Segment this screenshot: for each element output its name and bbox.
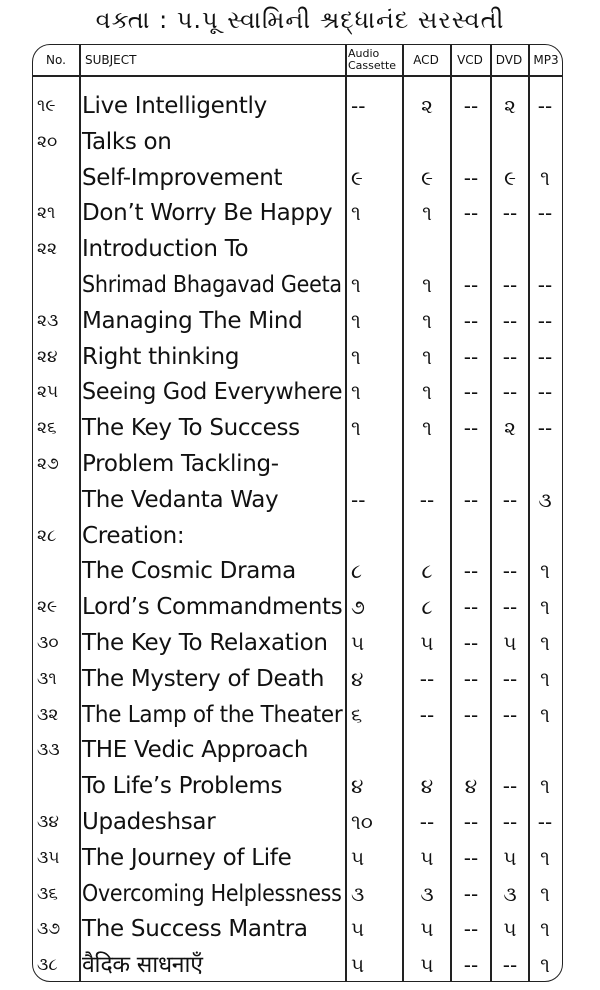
row-audio-cassette: ૧ [351,344,361,369]
row-dvd: -- [502,308,518,333]
row-acd: ૧ [422,308,432,333]
row-acd: -- [419,666,435,691]
table-row [33,627,562,659]
row-dvd: ૫ [503,917,517,942]
row-vcd: -- [463,845,479,870]
row-mp3 [530,734,560,766]
row-audio-cassette: ૧ [351,380,361,405]
row-dvd: -- [502,595,518,620]
row-acd [404,520,450,552]
row-acd: ૧ [422,344,432,369]
row-subject: Live Intelligently [82,93,267,119]
row-subject: वैदिक साधनाएँ [82,952,203,979]
row-audio-cassette: ૫ [351,917,365,942]
row-vcd: -- [463,666,479,691]
row-mp3: -- [537,94,553,118]
row-number [37,770,79,802]
header-subject: SUBJECT [85,53,137,67]
row-acd: ૫ [420,917,434,942]
row-subject: Overcoming Helplessness [82,880,342,907]
row-acd [404,734,450,766]
row-acd: ૫ [420,953,434,978]
table-row [33,269,562,301]
row-acd: ૨ [421,94,433,118]
row-subject: Problem Tackling- [82,451,279,477]
row-acd [404,448,450,480]
row-number: ૩૭ [37,919,61,940]
row-number: ૩૨ [37,704,59,725]
row-audio-cassette: ૩ [351,881,365,906]
header-audio-line2: Cassette [348,59,397,72]
row-number: ૩૬ [37,883,58,904]
row-audio-cassette: ૧ [351,416,361,441]
row-dvd: -- [502,380,518,405]
row-dvd: ૫ [503,845,517,870]
row-number: ૧૯ [37,96,56,116]
header-dvd: DVD [495,53,523,67]
table-row [33,555,562,587]
row-audio-cassette: ૫ [351,631,365,655]
row-acd: ૮ [421,595,433,620]
row-acd: -- [419,487,435,512]
catalog-table [32,44,563,982]
row-acd [404,233,450,265]
header-vcd: VCD [457,53,483,67]
row-subject: Managing The Mind [82,307,303,334]
row-number: ૨૪ [37,346,58,367]
row-acd: ૫ [420,631,434,655]
row-acd: ૧ [422,201,432,226]
row-acd: ૪ [420,774,434,799]
row-subject: The Vedanta Way [82,486,279,513]
row-audio-cassette: ૭ [351,595,365,620]
row-audio-cassette [345,734,401,766]
row-mp3: ૧ [540,631,550,655]
row-audio-cassette [345,448,401,480]
row-mp3 [530,520,560,552]
row-dvd: ૯ [504,165,516,190]
row-acd: -- [419,810,435,834]
table-row [33,305,562,337]
row-audio-cassette: ૧ [351,201,361,226]
row-subject: Upadeshsar [82,809,216,835]
row-vcd: ૪ [464,774,478,799]
row-audio-cassette: ૬ [351,702,363,727]
row-vcd: -- [463,201,479,226]
row-subject: Introduction To [82,236,249,263]
row-subject: Self-Improvement [82,164,283,191]
row-vcd [452,126,490,158]
header-mp3: MP3 [533,53,559,67]
table-row [33,376,562,408]
row-mp3: ૧ [540,953,550,978]
row-acd: -- [419,702,435,727]
row-audio-cassette: ૪ [351,774,364,799]
row-vcd: -- [463,273,479,297]
row-subject: Shrimad Bhagavad Geeta [82,272,342,298]
row-vcd: -- [463,595,479,620]
row-acd: ૧ [422,380,432,405]
row-mp3: ૧ [540,666,550,691]
row-subject: Don’t Worry Be Happy [82,200,333,227]
header-audio-line1: Audio [348,47,380,60]
row-acd: ૯ [421,165,433,190]
row-dvd: ૨ [504,94,516,118]
row-vcd: -- [463,917,479,942]
row-number [37,162,79,194]
row-mp3: -- [537,201,553,226]
row-subject: The Lamp of the Theater [82,701,343,728]
row-dvd [492,126,528,158]
table-row [33,663,562,695]
table-row [33,448,562,480]
row-mp3: ૧ [540,595,550,620]
table-row [33,412,562,444]
row-vcd: -- [463,810,479,834]
row-dvd: -- [502,487,518,512]
row-number: ૨૭ [37,454,59,474]
row-subject: Right thinking [82,343,240,370]
row-audio-cassette [345,233,401,265]
row-audio-cassette: ૧૦ [351,810,373,834]
row-vcd: -- [463,380,479,405]
row-mp3: ૧ [540,774,550,799]
row-mp3: -- [537,810,553,834]
row-subject: The Key To Relaxation [82,630,328,656]
row-audio-cassette: ૯ [351,165,363,190]
row-mp3 [530,126,560,158]
row-subject: Seeing God Everywhere [82,379,343,406]
table-row [33,842,562,874]
row-dvd: -- [502,559,518,584]
row-audio-cassette [345,126,401,158]
row-vcd: -- [463,953,479,978]
page-title: વક્તા : પ.પૂ સ્વામિની શ્રદ્ધાનંદ સરસ્વતી [95,6,505,34]
row-subject: Lord’s Commandments [82,594,343,621]
row-vcd [452,734,490,766]
row-subject: The Cosmic Drama [82,558,296,585]
row-mp3: ૧ [540,559,550,584]
row-subject: The Success Mantra [82,916,308,943]
row-subject: THE Vedic Approach [82,737,309,764]
row-audio-cassette: ૧ [351,273,361,297]
header-audio-cassette [348,45,402,75]
row-mp3: ૧ [540,917,550,942]
row-vcd: -- [463,702,479,727]
row-audio-cassette: ૪ [351,666,364,691]
row-vcd: -- [463,165,479,190]
row-dvd: -- [502,810,518,834]
row-vcd: -- [463,881,479,906]
table-row [33,126,562,158]
table-row [33,197,562,229]
header-no: No. [46,53,66,67]
row-subject: Talks on [82,128,172,155]
row-acd [404,126,450,158]
table-row [33,734,562,766]
table-row [33,520,562,552]
row-dvd: -- [502,666,518,691]
row-number: ૩૮ [37,955,58,976]
row-vcd: -- [463,487,479,512]
row-subject: The Mystery of Death [82,665,325,692]
row-subject: The Journey of Life [82,844,292,871]
row-dvd [492,448,528,480]
row-mp3: ૧ [540,881,550,906]
row-mp3: -- [537,344,553,369]
table-row [33,806,562,838]
row-audio-cassette [345,520,401,552]
row-number: ૩૩ [37,740,60,761]
row-number [37,555,79,587]
table-row [33,913,562,945]
table-row [33,591,562,623]
table-row [33,484,562,516]
row-vcd: -- [463,308,479,333]
row-number: ૨૨ [37,239,57,260]
row-dvd: -- [502,702,518,727]
row-dvd: -- [502,344,518,369]
row-subject: Creation: [82,522,185,549]
row-dvd: ૩ [503,881,517,906]
table-row [33,949,562,981]
row-number: ૨૯ [37,597,58,618]
row-number: ૩૧ [37,668,57,689]
table-row [33,341,562,373]
row-dvd: ૫ [503,631,517,655]
row-audio-cassette: -- [351,487,366,512]
row-number [37,484,79,516]
row-acd: ૫ [420,845,434,870]
row-number: ૨૧ [37,203,56,224]
row-number: ૨૩ [37,310,59,331]
row-mp3: -- [537,273,553,297]
row-vcd: -- [463,94,479,118]
table-row [33,233,562,265]
table-row [33,90,562,122]
row-mp3: -- [537,416,553,441]
row-vcd: -- [463,559,479,584]
row-mp3 [530,448,560,480]
row-acd: ૮ [421,559,433,584]
row-number: ૨૫ [37,382,59,403]
table-row [33,878,562,910]
row-subject: To Life’s Problems [82,773,283,800]
row-dvd [492,734,528,766]
row-dvd [492,233,528,265]
row-mp3 [530,233,560,265]
row-mp3: ૩ [538,487,552,512]
row-audio-cassette: ૮ [351,559,362,584]
table-row [33,162,562,194]
row-number: ૨૮ [37,525,57,546]
row-dvd: -- [502,201,518,226]
row-mp3: ૧ [540,165,550,190]
row-number: ૨૦ [37,131,58,152]
row-number: ૨૬ [37,418,57,439]
row-mp3: -- [537,308,553,333]
row-mp3: ૧ [540,702,550,727]
row-acd: ૧ [422,416,432,441]
row-mp3: ૧ [540,845,550,870]
row-vcd [452,448,490,480]
row-dvd: -- [502,273,518,297]
row-dvd [492,520,528,552]
header-divider [33,75,562,77]
row-dvd: -- [502,774,518,799]
row-number: ૩૦ [37,633,59,653]
table-row [33,699,562,731]
row-vcd: -- [463,416,479,441]
row-audio-cassette: ૫ [351,953,365,978]
row-vcd [452,233,490,265]
row-mp3: -- [537,380,553,405]
table-row [33,770,562,802]
header-acd: ACD [413,53,439,67]
row-subject: The Key To Success [82,415,300,442]
row-audio-cassette: ૧ [351,308,361,333]
row-acd: ૧ [422,273,432,297]
row-vcd [452,520,490,552]
row-vcd: -- [463,631,479,655]
row-vcd: -- [463,344,479,369]
row-audio-cassette: -- [351,94,366,118]
row-acd: ૩ [420,881,434,906]
row-audio-cassette: ૫ [351,845,365,870]
row-number: ૩૫ [37,847,60,868]
row-number [37,269,79,301]
row-dvd: ૨ [504,416,516,441]
row-number: ૩૪ [37,812,59,832]
row-dvd: -- [502,953,518,978]
